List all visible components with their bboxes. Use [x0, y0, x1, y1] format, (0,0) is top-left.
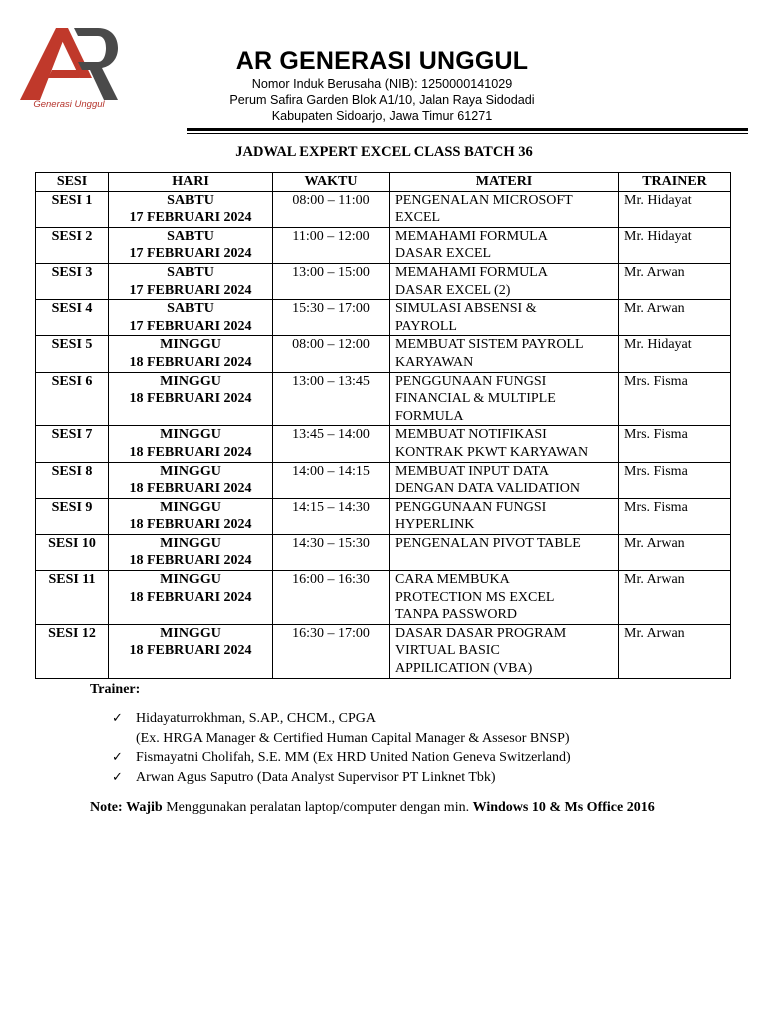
cell-hari — [109, 263, 273, 299]
header-rule-thin — [187, 133, 748, 134]
cell-materi — [390, 534, 619, 570]
hari-date: 18 FEBRUARI 2024 — [129, 643, 252, 659]
materi-line: VIRTUAL BASIC — [395, 643, 500, 659]
check-icon: ✓ — [112, 769, 123, 785]
cell-materi — [390, 300, 619, 336]
note-label: Note: — [90, 800, 123, 815]
trainer-detail: (Ex. HRGA Manager & Certified Human Capital Manager & Assesor BNSP) — [136, 730, 570, 746]
cell-trainer: Mr. Hidayat — [619, 191, 731, 227]
check-icon: ✓ — [112, 750, 123, 765]
note-text: Menggunakan peralatan laptop/computer dengan min. — [166, 800, 470, 815]
cell-materi — [390, 263, 619, 299]
table-row — [36, 534, 731, 570]
cell-waktu: 16:30 – 17:00 — [273, 624, 390, 678]
cell-sesi: SESI 5 — [36, 336, 109, 372]
hari-day: MINGGU — [160, 337, 221, 353]
cell-hari — [109, 191, 273, 227]
cell-sesi: SESI 9 — [36, 498, 109, 534]
cell-sesi: SESI 11 — [36, 571, 109, 625]
table-row — [36, 462, 731, 498]
cell-materi — [390, 426, 619, 462]
cell-sesi: SESI 7 — [36, 426, 109, 462]
cell-trainer: Mr. Arwan — [619, 263, 731, 299]
hari-day: MINGGU — [160, 499, 221, 515]
materi-line: APPILICATION (VBA) — [395, 661, 533, 677]
materi-line: MEMBUAT SISTEM PAYROLL — [395, 337, 584, 353]
cell-waktu: 11:00 – 12:00 — [273, 227, 390, 263]
trainer-heading: Trainer: — [90, 682, 141, 697]
hari-date: 18 FEBRUARI 2024 — [129, 553, 252, 569]
cell-sesi: SESI 2 — [36, 227, 109, 263]
cell-hari — [109, 462, 273, 498]
hari-day: SABTU — [167, 301, 214, 317]
trainer-name: Arwan Agus Saputro (Data Analyst Supervisor PT Linknet Tbk) — [136, 769, 496, 785]
schedule-header-row — [36, 173, 731, 192]
list-item — [112, 709, 710, 748]
materi-line: KONTRAK PKWT KARYAWAN — [395, 444, 589, 460]
cell-trainer: Mr. Arwan — [619, 571, 731, 625]
hari-day: MINGGU — [160, 427, 221, 443]
cell-materi — [390, 227, 619, 263]
materi-line: EXCEL — [395, 210, 441, 226]
materi-line: KARYAWAN — [395, 354, 474, 370]
materi-line: SIMULASI ABSENSI & — [395, 301, 537, 317]
header-rule-thick — [187, 128, 748, 131]
cell-sesi: SESI 1 — [36, 191, 109, 227]
materi-line: MEMAHAMI FORMULA — [395, 264, 548, 280]
header-sesi: SESI — [36, 173, 109, 192]
materi-line: MEMBUAT INPUT DATA — [395, 463, 549, 479]
cell-hari — [109, 624, 273, 678]
cell-sesi: SESI 8 — [36, 462, 109, 498]
header-waktu: WAKTU — [273, 173, 390, 192]
table-row — [36, 624, 731, 678]
table-row — [36, 336, 731, 372]
cell-materi — [390, 462, 619, 498]
cell-hari — [109, 534, 273, 570]
trainer-name: Hidayaturrokhman, S.AP., CHCM., CPGA — [136, 711, 376, 726]
table-row — [36, 227, 731, 263]
cell-trainer: Mr. Arwan — [619, 624, 731, 678]
cell-materi — [390, 191, 619, 227]
materi-line: HYPERLINK — [395, 517, 475, 533]
cell-waktu: 14:30 – 15:30 — [273, 534, 390, 570]
cell-hari — [109, 227, 273, 263]
document-title: JADWAL EXPERT EXCEL CLASS BATCH 36 — [235, 144, 533, 160]
hari-day: MINGGU — [160, 463, 221, 479]
hari-date: 18 FEBRUARI 2024 — [129, 391, 252, 407]
hari-date: 17 FEBRUARI 2024 — [129, 282, 252, 298]
cell-hari — [109, 372, 273, 426]
ar-logo-mark — [18, 22, 120, 102]
trainer-list — [90, 709, 710, 787]
materi-line: TANPA PASSWORD — [395, 607, 517, 623]
cell-hari — [109, 498, 273, 534]
cell-trainer: Mrs. Fisma — [619, 372, 731, 426]
materi-line: FINANCIAL & MULTIPLE — [395, 391, 556, 407]
cell-sesi: SESI 12 — [36, 624, 109, 678]
hari-day: SABTU — [167, 228, 214, 244]
company-header — [200, 46, 564, 124]
materi-line: MEMBUAT NOTIFIKASI — [395, 427, 547, 443]
materi-line: PROTECTION MS EXCEL — [395, 589, 555, 605]
note-emphasis: Wajib — [126, 800, 163, 815]
table-row — [36, 191, 731, 227]
cell-waktu: 08:00 – 12:00 — [273, 336, 390, 372]
schedule-table — [35, 172, 731, 679]
trainer-name: Fismayatni Cholifah, S.E. MM (Ex HRD United Nation Geneva Switzerland) — [136, 750, 571, 765]
cell-waktu: 16:00 – 16:30 — [273, 571, 390, 625]
cell-waktu: 15:30 – 17:00 — [273, 300, 390, 336]
table-row — [36, 300, 731, 336]
cell-sesi: SESI 3 — [36, 263, 109, 299]
cell-trainer: Mr. Hidayat — [619, 227, 731, 263]
cell-waktu: 13:00 – 15:00 — [273, 263, 390, 299]
cell-sesi: SESI 10 — [36, 534, 109, 570]
materi-line: MEMAHAMI FORMULA — [395, 228, 548, 244]
cell-trainer: Mrs. Fisma — [619, 462, 731, 498]
materi-line: CARA MEMBUKA — [395, 572, 510, 588]
hari-date: 17 FEBRUARI 2024 — [129, 318, 252, 334]
hari-day: MINGGU — [160, 625, 221, 641]
table-row — [36, 426, 731, 462]
cell-trainer: Mr. Arwan — [619, 300, 731, 336]
company-address-line2: Kabupaten Sidoarjo, Jawa Timur 61271 — [271, 109, 493, 123]
hari-date: 18 FEBRUARI 2024 — [129, 444, 252, 460]
cell-materi — [390, 336, 619, 372]
hari-day: SABTU — [167, 192, 214, 208]
note — [90, 798, 690, 818]
cell-trainer: Mr. Hidayat — [619, 336, 731, 372]
cell-trainer: Mr. Arwan — [619, 534, 731, 570]
header-hari: HARI — [109, 173, 273, 192]
cell-waktu: 14:15 – 14:30 — [273, 498, 390, 534]
schedule-body — [36, 191, 731, 678]
cell-trainer: Mrs. Fisma — [619, 498, 731, 534]
company-logo — [18, 22, 120, 122]
cell-hari — [109, 336, 273, 372]
list-item — [112, 748, 710, 768]
cell-waktu: 14:00 – 14:15 — [273, 462, 390, 498]
cell-waktu: 13:45 – 14:00 — [273, 426, 390, 462]
hari-date: 18 FEBRUARI 2024 — [129, 481, 252, 497]
hari-day: MINGGU — [160, 535, 221, 551]
hari-date: 17 FEBRUARI 2024 — [129, 210, 252, 226]
hari-date: 18 FEBRUARI 2024 — [129, 589, 252, 605]
cell-materi — [390, 624, 619, 678]
cell-hari — [109, 426, 273, 462]
materi-line: DASAR EXCEL (2) — [395, 282, 511, 298]
materi-line: PAYROLL — [395, 318, 457, 334]
materi-line: DASAR EXCEL — [395, 246, 492, 262]
cell-sesi: SESI 6 — [36, 372, 109, 426]
materi-line: DENGAN DATA VALIDATION — [395, 481, 581, 497]
materi-line: PENGENALAN MICROSOFT — [395, 192, 573, 208]
cell-sesi: SESI 4 — [36, 300, 109, 336]
cell-hari — [109, 300, 273, 336]
cell-materi — [390, 498, 619, 534]
table-row — [36, 571, 731, 625]
header-trainer: TRAINER — [619, 173, 731, 192]
materi-line: DASAR DASAR PROGRAM — [395, 625, 567, 641]
materi-line: FORMULA — [395, 408, 464, 424]
cell-trainer: Mrs. Fisma — [619, 426, 731, 462]
hari-day: MINGGU — [160, 373, 221, 389]
company-name: AR GENERASI UNGGUL — [235, 47, 529, 75]
header-materi: MATERI — [390, 173, 619, 192]
cell-materi — [390, 372, 619, 426]
table-row — [36, 372, 731, 426]
hari-date: 18 FEBRUARI 2024 — [129, 517, 252, 533]
materi-line: PENGGUNAAN FUNGSI — [395, 499, 547, 515]
hari-day: SABTU — [167, 264, 214, 280]
table-row — [36, 263, 731, 299]
hari-date: 17 FEBRUARI 2024 — [129, 246, 252, 262]
list-item — [112, 768, 710, 788]
company-address-line1: Perum Safira Garden Blok A1/10, Jalan Raya Sidodadi — [229, 93, 535, 107]
company-nib: Nomor Induk Berusaha (NIB): 1250000141029 — [251, 77, 513, 91]
note-requirement: Windows 10 & Ms Office 2016 — [472, 800, 655, 815]
cell-materi — [390, 571, 619, 625]
check-icon: ✓ — [112, 711, 123, 726]
trainer-section — [90, 681, 710, 787]
cell-waktu: 13:00 – 13:45 — [273, 372, 390, 426]
cell-hari — [109, 571, 273, 625]
logo-caption: Generasi Unggul — [33, 99, 105, 110]
cell-waktu: 08:00 – 11:00 — [273, 191, 390, 227]
hari-date: 18 FEBRUARI 2024 — [129, 354, 252, 370]
hari-day: MINGGU — [160, 572, 221, 588]
materi-line: PENGGUNAAN FUNGSI — [395, 373, 547, 389]
materi-line: PENGENALAN PIVOT TABLE — [395, 535, 581, 551]
table-row — [36, 498, 731, 534]
